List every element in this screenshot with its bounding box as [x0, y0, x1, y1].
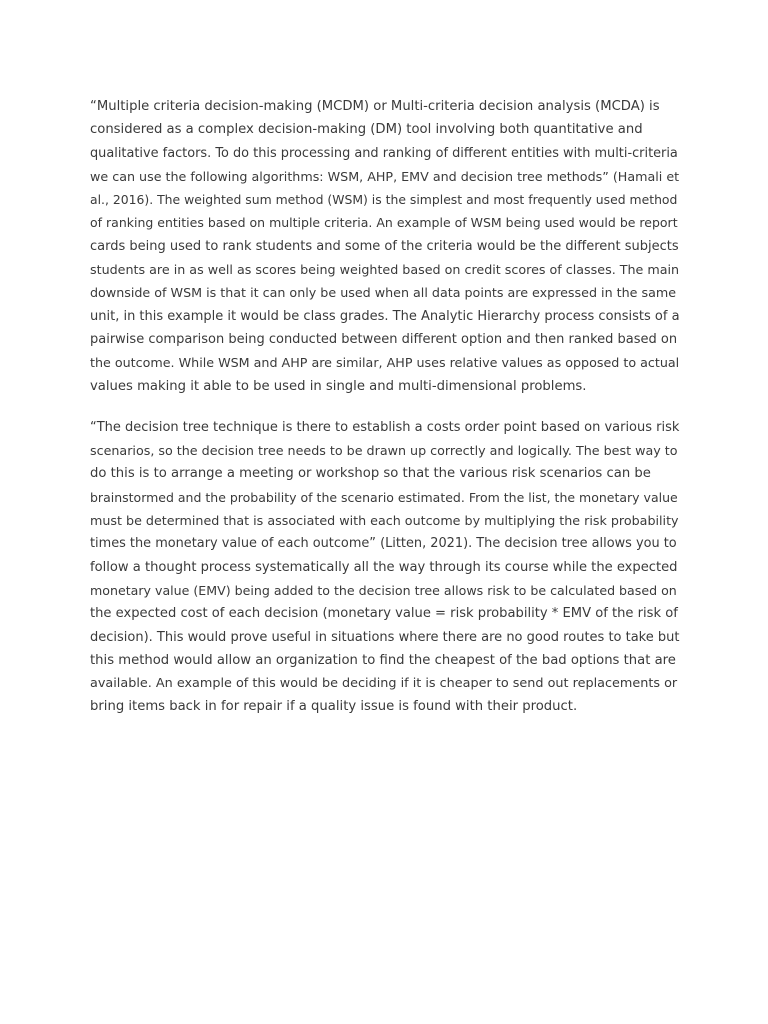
text-line: pairwise comparison being conducted between different option and then ranked based on [90, 331, 678, 347]
text-line: values making it able to be used in single and multi-dimensional problems. [90, 378, 587, 394]
text-line: decision). This would prove useful in situations where there are no good routes to take but [90, 629, 680, 645]
text-line: available. An example of this would be deciding if it is cheaper to send out replacements or [90, 676, 678, 692]
text-line: downside of WSM is that it can only be used when all data points are expressed in the same [90, 285, 677, 301]
text-line: the expected cost of each decision (monetary value = risk probability * EMV of the risk of [90, 606, 678, 622]
text-line: brainstormed and the probability of the scenario estimated. From the list, the monetary value [90, 489, 678, 505]
paragraph-mcdm [90, 95, 680, 398]
text-line: qualitative factors. To do this processing and ranking of different entities with multi-criteria [90, 145, 678, 161]
text-line: of ranking entities based on multiple criteria. An example of WSM being used would be report [90, 215, 678, 231]
text-line: scenarios, so the decision tree needs to be drawn up correctly and logically. The best way to [90, 443, 678, 459]
text-line: monetary value (EMV) being added to the decision tree allows risk to be calculated based on [90, 582, 677, 598]
paragraph-decision-tree [90, 416, 680, 719]
text-line: times the monetary value of each outcome” (Litten, 2021). The decision tree allows you to [90, 536, 677, 552]
text-line: considered as a complex decision-making (DM) tool involving both quantitative and [90, 122, 643, 138]
text-line: bring items back in for repair if a quality issue is found with their product. [90, 699, 578, 715]
text-line: “Multiple criteria decision-making (MCDM) or Multi-criteria decision analysis (MCDA) is [90, 99, 660, 114]
text-line: the outcome. While WSM and AHP are similar, AHP uses relative values as opposed to actual [90, 355, 680, 371]
text-line: follow a thought process systematically all the way through its course while the expected [90, 559, 678, 575]
text-line: “The decision tree technique is there to establish a costs order point based on various risk [90, 419, 680, 435]
text-line: cards being used to rank students and some of the criteria would be the different subjects [90, 238, 679, 254]
text-line: al., 2016). The weighted sum method (WSM) is the simplest and most frequently used method [90, 192, 678, 208]
text-line: must be determined that is associated with each outcome by multiplying the risk probability [90, 513, 679, 529]
text-line: we can use the following algorithms: WSM, AHP, EMV and decision tree methods” (Hamali et [90, 168, 680, 184]
text-line: this method would allow an organization to find the cheapest of the bad options that are [90, 652, 676, 668]
document-body [90, 95, 680, 737]
text-line: do this is to arrange a meeting or workshop so that the various risk scenarios can be [90, 466, 651, 482]
text-line: students are in as well as scores being weighted based on credit scores of classes. The main [90, 262, 680, 278]
text-line: unit, in this example it would be class grades. The Analytic Hierarchy process consists of a [90, 308, 680, 324]
